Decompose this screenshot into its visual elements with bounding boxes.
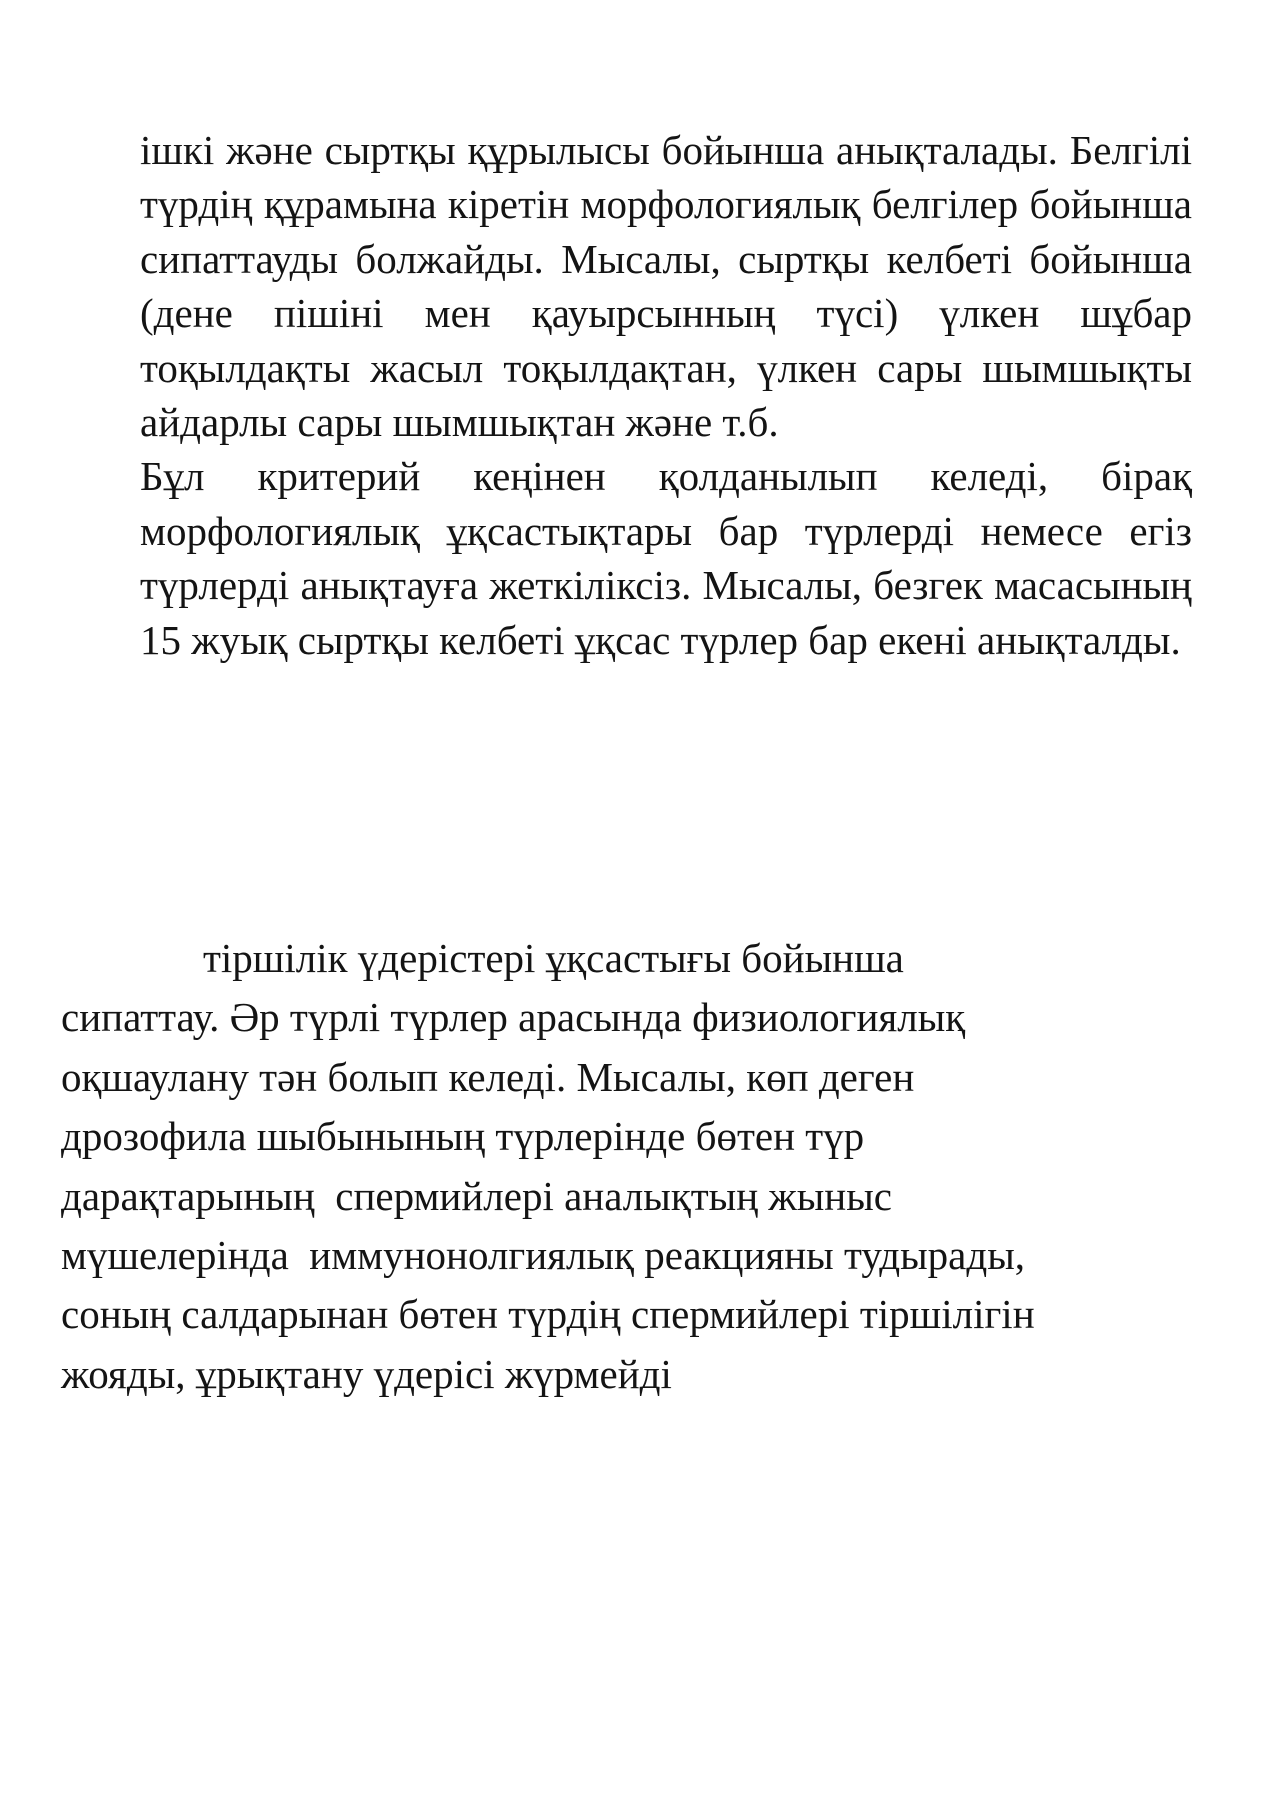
text-line: сипаттау. Әр түрлі түрлер арасында физиологиялық [61, 994, 966, 1041]
text-line: мүшелерінда иммунонолгиялық реакцияны тудырады, [61, 1232, 1026, 1279]
physiological-criterion-section [61, 929, 1211, 1404]
text-line: дрозофила шыбынының түрлерінде бөтен түр [61, 1113, 865, 1160]
text-line: жояды, ұрықтану үдерісі жүрмейді [61, 1350, 672, 1397]
text-line: дарақтарының спермийлері аналықтың жыныс [61, 1172, 892, 1219]
paragraph-criterion-limitations: Бұл критерий кеңінен қолданылып келеді, бірақ морфологиялық ұқсастықтары бар түрлерді немесе егіз түрлерді анықтауға жеткіліксіз. Мысалы, безгек масасының 15 жуық сыртқы келбеті ұқсас түрлер бар екені анықталды. [140, 453, 1192, 663]
text-line: соның салдарынан бөтен түрдің спермийлері тіршілігін [61, 1291, 1035, 1338]
text-line: оқшаулану тән болып келеді. Мысалы, көп деген [61, 1053, 915, 1100]
paragraph-morphological-description: ішкі және сыртқы құрылысы бойынша анықталады. Белгілі түрдің құрамына кіретін морфологиялық белгілер бойынша сипаттауды болжайды. Мысалы, сыртқы келбеті бойынша (дене пішіні мен қауырсынның түсі) үлкен шұбар тоқылдақты жасыл тоқылдақтан, үлкен сары шымшықты айдарлы сары шымшықтан және т.б. [140, 127, 1192, 446]
morphological-criterion-section [140, 123, 1192, 667]
text-line: тіршілік үдерістері ұқсастығы бойынша [203, 935, 904, 981]
